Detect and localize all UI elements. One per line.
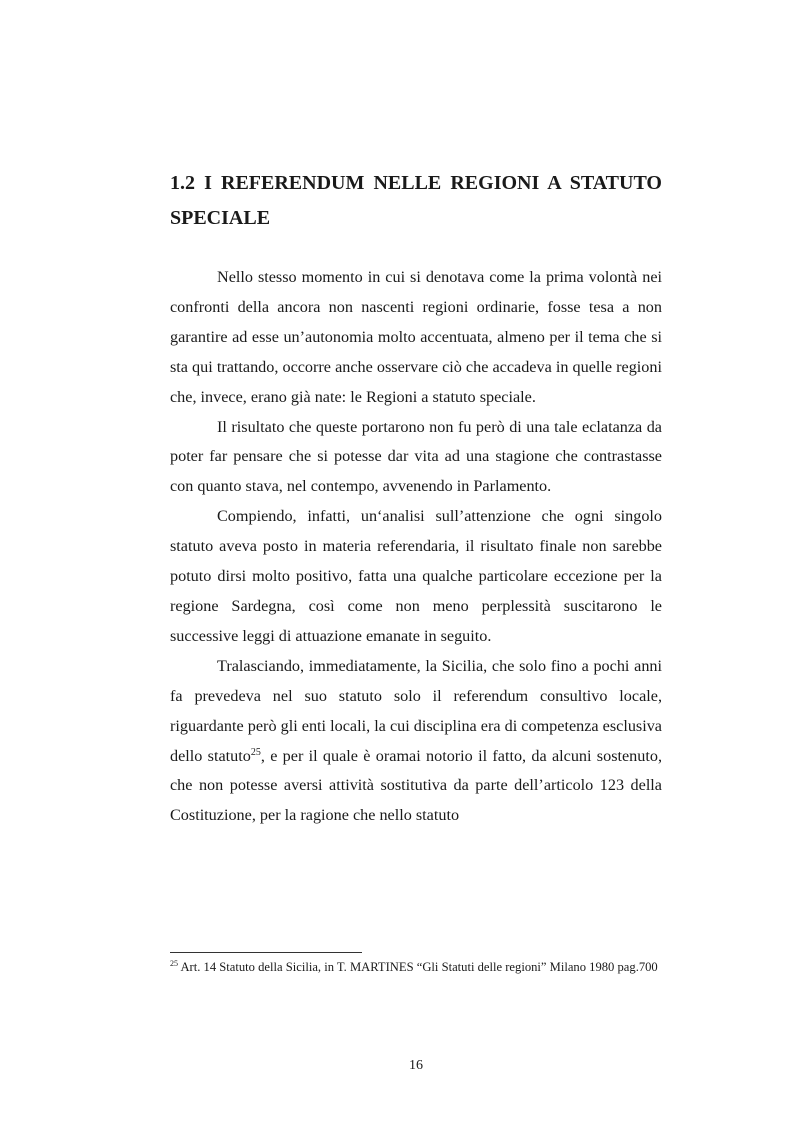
footnote — [170, 960, 662, 975]
body-text — [170, 263, 662, 831]
footnote-reference: 25 — [250, 746, 261, 758]
section-heading: 1.2 I REFERENDUM NELLE REGIONI A STATUTO SPECIALE — [170, 172, 662, 229]
paragraph-4-text-start: Tralasciando, immediatamente, la Sicilia, che solo fino a pochi anni fa prevedeva nel suo statuto solo il referendum consultivo locale, riguardante però gli enti locali, la cui disciplina era di competenza esclusiva dello statuto — [170, 656, 662, 765]
paragraph-4 — [170, 652, 662, 831]
paragraph-4-text-end: , e per il quale è oramai notorio il fatto, da alcuni sostenuto, che non potesse aversi attività sostitutiva da parte dell’articolo 123 della Costituzione, per la ragione che nello statuto — [170, 746, 663, 825]
paragraph-1: Nello stesso momento in cui si denotava come la prima volontà nei confronti della ancora non nascenti regioni ordinarie, fosse tesa a non garantire ad esse un’autonomia molto accentuata, almeno per il tema che si sta qui trattando, occorre anche osservare ciò che accadeva in quelle regioni che, invece, erano già nate: le Regioni a statuto speciale. — [170, 268, 662, 406]
paragraph-3: Compiendo, infatti, un‘analisi sull’attenzione che ogni singolo statuto aveva posto in materia referendaria, il risultato finale non sarebbe potuto dirsi molto positivo, fatta una qualche particolare eccezione per la regione Sardegna, così come non meno perplessità suscitarono le successive leggi di attuazione emanate in seguito. — [170, 507, 662, 645]
page-number: 16 — [409, 1058, 423, 1073]
footnote-separator — [170, 952, 362, 953]
footnote-text: Art. 14 Statuto della Sicilia, in T. MARTINES “Gli Statuti delle regioni” Milano 1980 pag.700 — [178, 960, 658, 974]
footnote-number: 25 — [170, 959, 178, 968]
paragraph-2: Il risultato che queste portarono non fu però di una tale eclatanza da poter far pensare che si potesse dar vita ad una stagione che contrastasse con quanto stava, nel contempo, avvenendo in Parlamento. — [170, 417, 662, 496]
